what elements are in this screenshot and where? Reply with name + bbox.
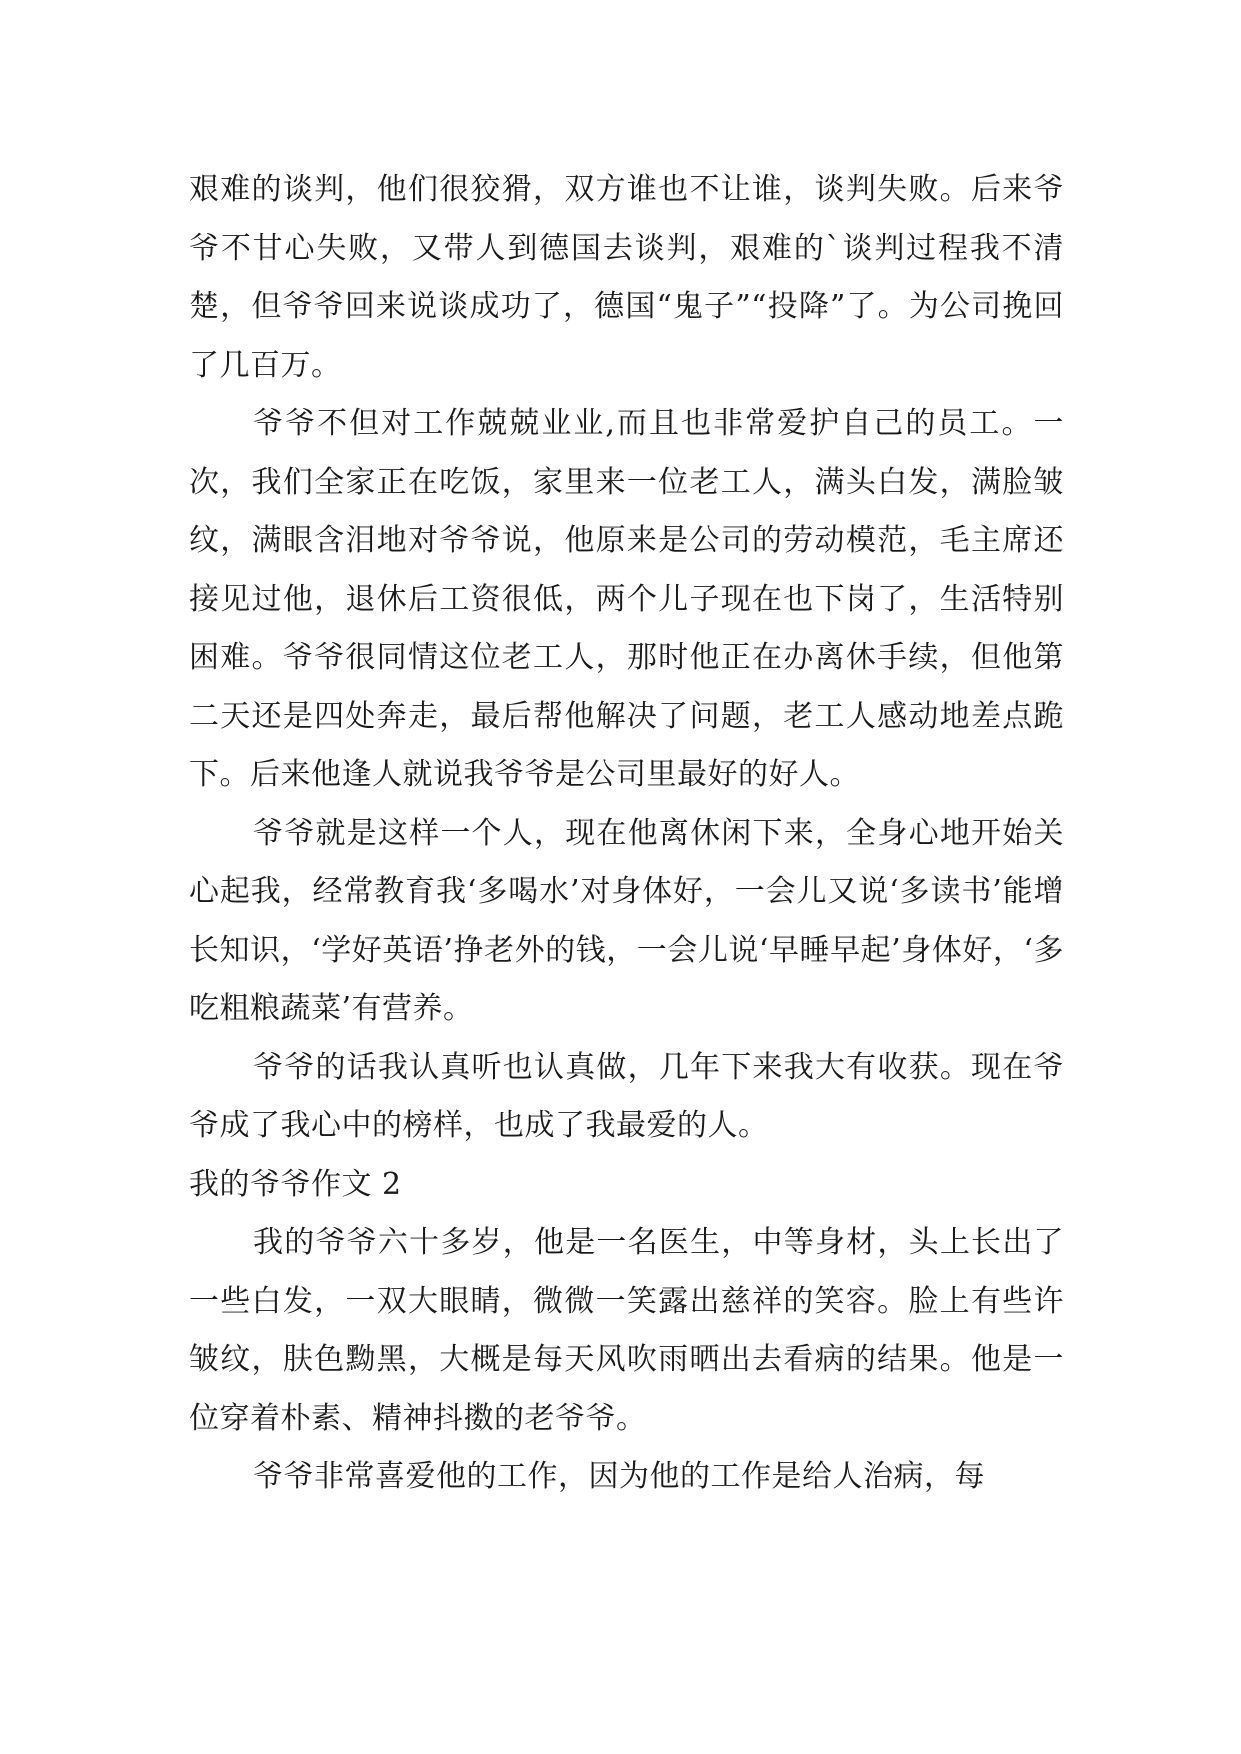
paragraph-description: 我的爷爷六十多岁，他是一名医生，中等身材，头上长出了一些白发，一双大眼睛，微微一笑露出慈祥的笑容。脸上有些许皱纹，肤色黝黑，大概是每天风吹雨晒出去看病的结果。他是一位穿着朴素、精神抖擞的老爷爷。 <box>189 1225 1064 1436</box>
paragraph-negotiation: 艰难的谈判，他们很狡猾，双方谁也不让谁，谈判失败。后来爷爷不甘心失败，又带人到德国去谈判，艰难的`谈判过程我不清楚，但爷爷回来说谈成功了，德国“鬼子”“投降”了。为公司挽回了几百万。 <box>189 172 1064 383</box>
essay-heading: 我的爷爷作文 2 <box>189 1166 402 1202</box>
paragraph-retirement-advice: 爷爷就是这样一个人，现在他离休闲下来，全身心地开始关心起我，经常教育我‘多喝水’对身体好，一会儿又说‘多读书’能增长知识，‘学好英语’挣老外的钱，一会儿说‘早睡早起’身体好，‘多吃粗粮蔬菜’有营养。 <box>189 815 1064 1026</box>
paragraph-work: 爷爷非常喜爱他的工作，因为他的工作是给人治病，每 <box>253 1459 985 1494</box>
document-body <box>189 161 1064 1507</box>
paragraph-cares-for-workers: 爷爷不但对工作兢兢业业,而且也非常爱护自己的员工。一次，我们全家正在吃饭，家里来一位老工人，满头白发，满脸皱纹，满眼含泪地对爷爷说，他原来是公司的劳动模范，毛主席还接见过他，退休后工资很低，两个儿子现在也下岗了，生活特别困难。爷爷很同情这位老工人，那时他正在办离休手续，但他第二天还是四处奔走，最后帮他解决了问题，老工人感动地差点跪下。后来他逢人就说我爷爷是公司里最好的好人。 <box>189 406 1064 792</box>
paragraph-role-model: 爷爷的话我认真听也认真做，几年下来我大有收获。现在爷爷成了我心中的榜样，也成了我最爱的人。 <box>189 1049 1064 1143</box>
